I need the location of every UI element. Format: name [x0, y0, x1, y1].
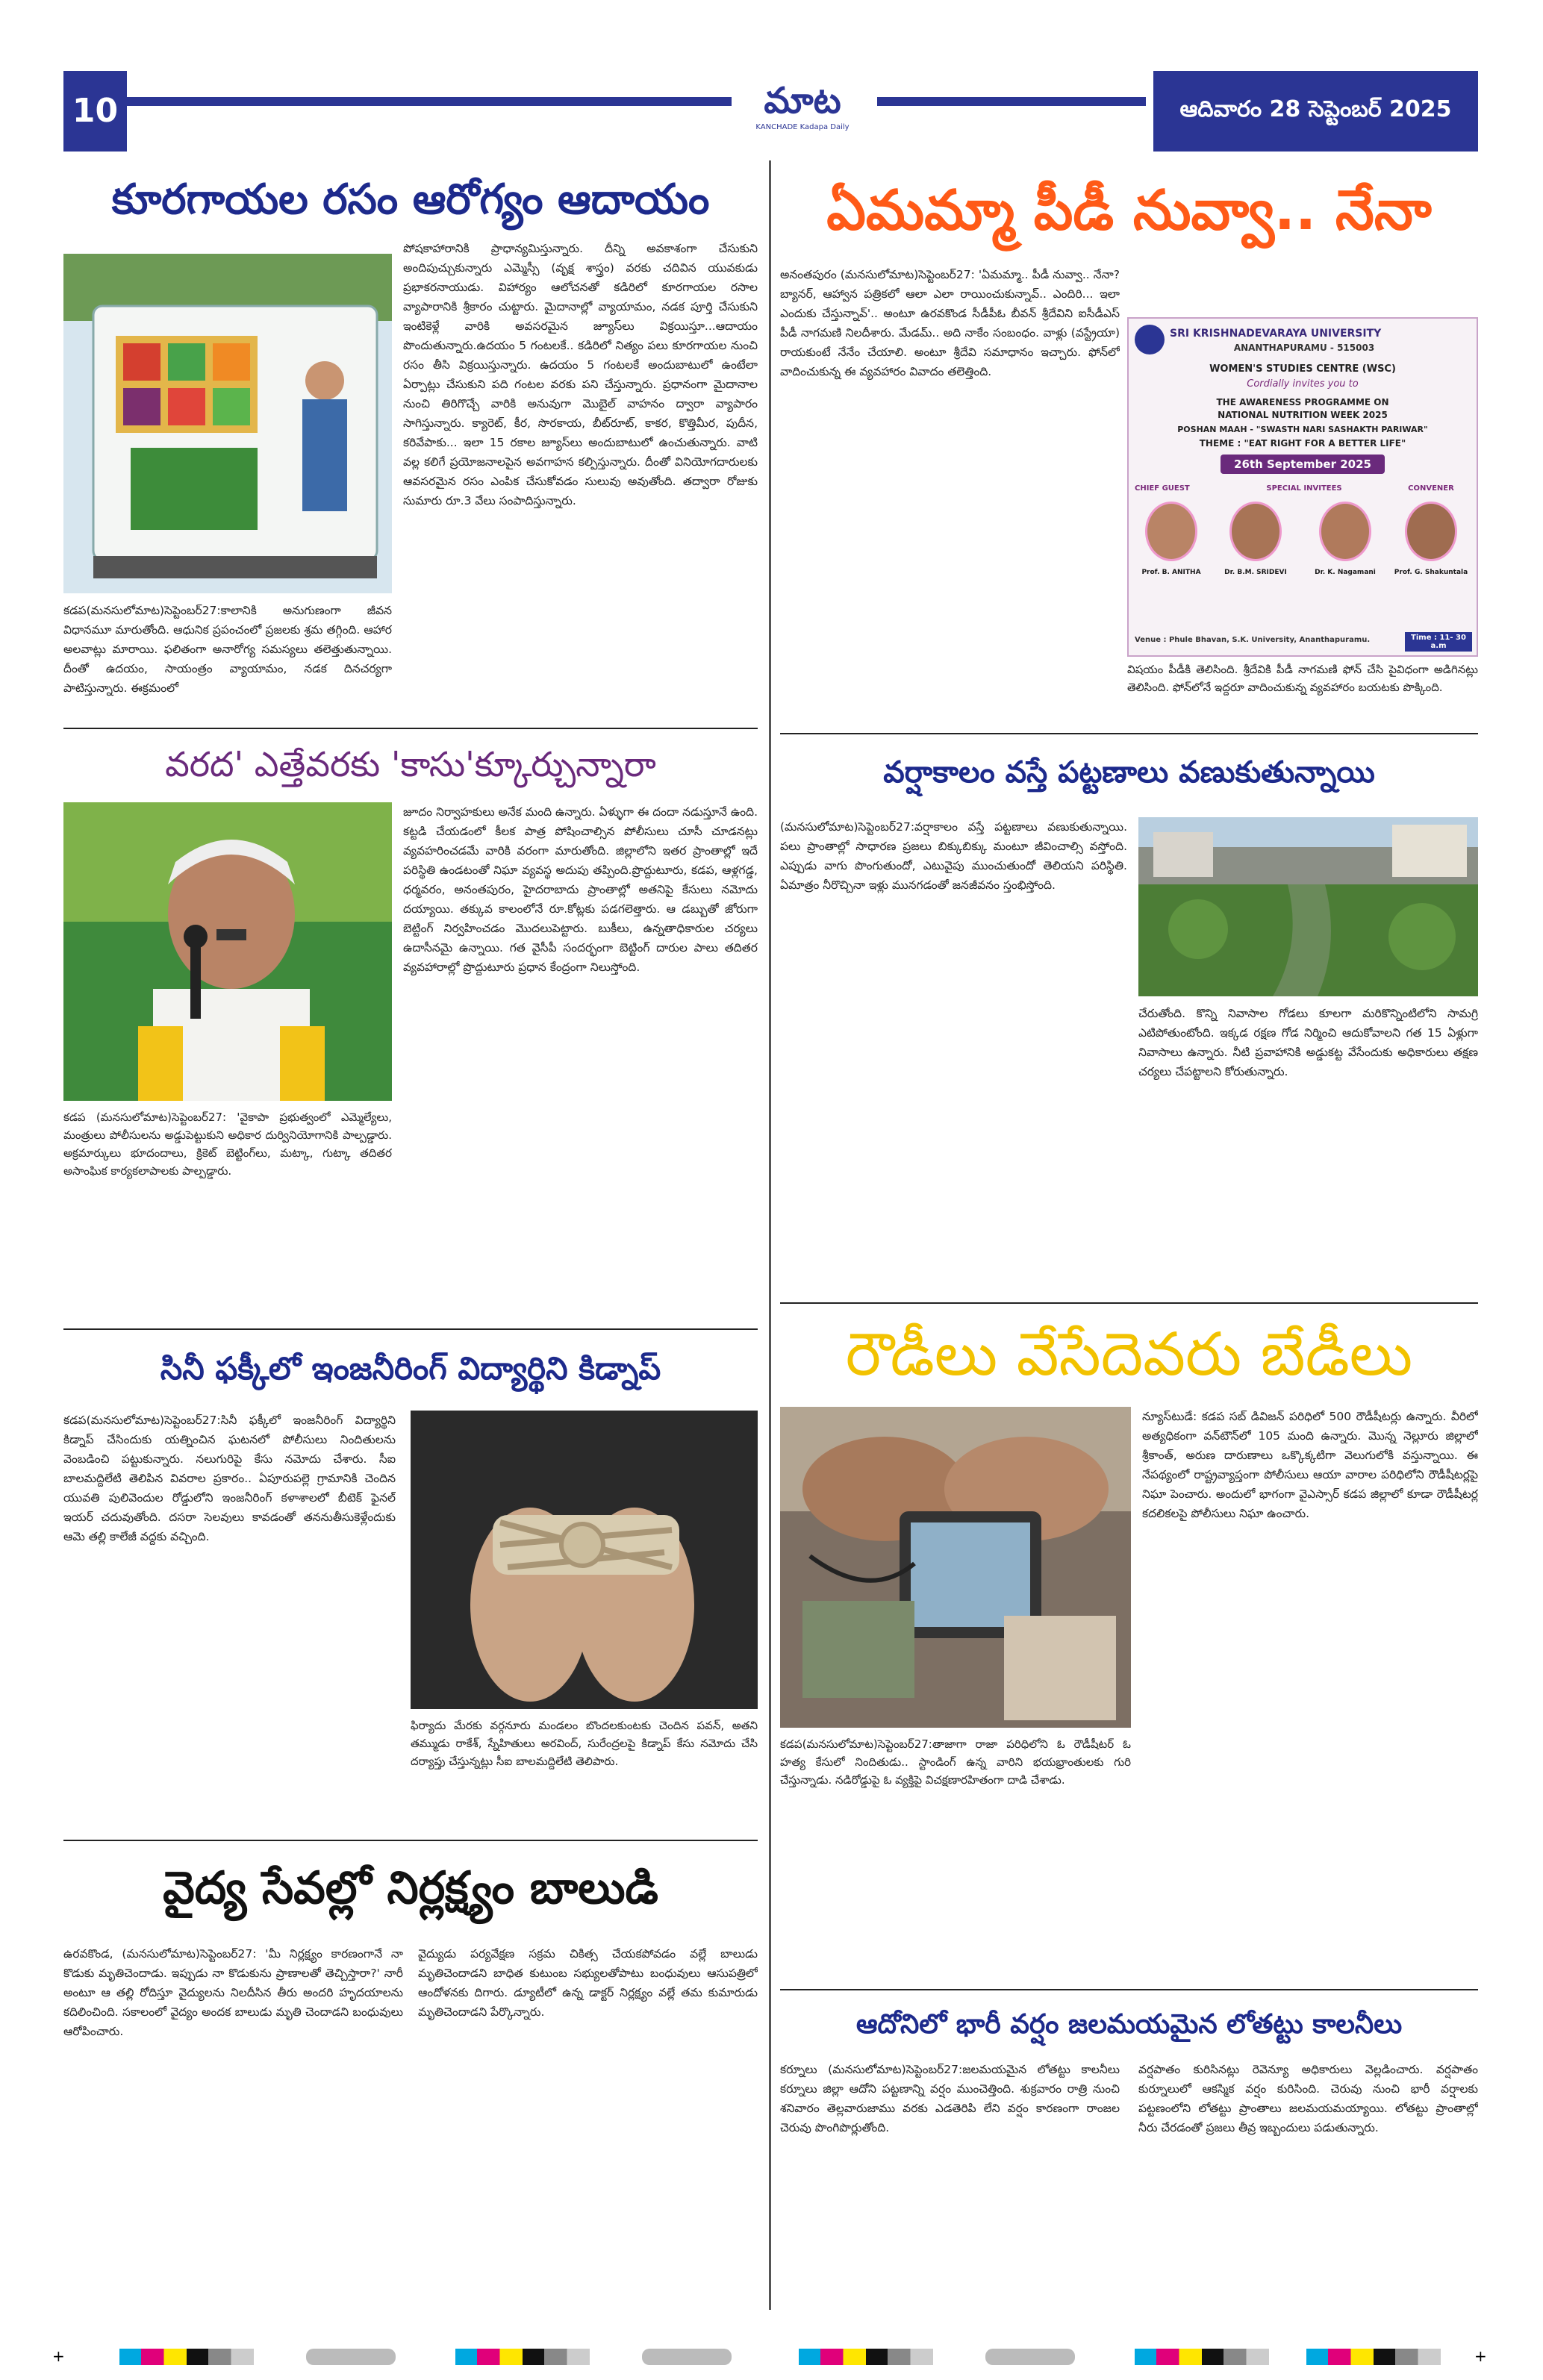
avatar — [1145, 502, 1197, 561]
article7-headline: రౌడీలు వేసేదెవరు బేడీలు — [845, 1319, 1413, 1389]
issue-date: ఆదివారం 28 సెప్టెంబర్ 2025 — [1179, 96, 1452, 122]
handcuff-photo — [780, 1407, 1131, 1728]
date-box — [1153, 71, 1478, 152]
divider — [63, 728, 758, 729]
divider — [63, 1840, 758, 1841]
masthead-stripe-right — [877, 97, 1146, 106]
politician-photo — [63, 802, 392, 1101]
university-logo — [1135, 325, 1165, 354]
masthead-logo — [739, 78, 866, 146]
tied-hands-photo — [411, 1411, 758, 1709]
color-bar — [799, 2349, 933, 2365]
color-bar — [1135, 2349, 1269, 2365]
venue-line: Venue : Phule Bhavan, S.K. University, Ananthapuramu. — [1135, 636, 1371, 644]
color-bar — [985, 2349, 1075, 2365]
article2-headline: వరద' ఎత్తేవరకు 'కాసు'క్కూర్చున్నారా — [165, 744, 656, 784]
programme-line2: NATIONAL NUTRITION WEEK 2025 — [1218, 410, 1388, 420]
invitation-card — [1127, 317, 1478, 657]
masthead-stripe-left — [127, 97, 732, 106]
article6-col2: చేరుతోంది. కొన్ని నివాసాల గోడలు కూలగా మరికొన్నింటిలోని సామగ్రి ఎటిపోతుంటోంది. ఇక్కడ రక్షణ గోడ నిర్మించి ఆదుకోవాలని గత 15 ఏళ్లుగా నివాసాలు ఉన్నారు. నీటి ప్రవాహానికి అడ్డుకట్ట వేసేందుకు అధికారులు తక్షణ చర్యలు చేపట్టాలని కోరుతున్నారు. — [1138, 1007, 1478, 1078]
page-number-box — [63, 71, 127, 152]
article1-headline: కూరగాయల రసం ఆరోగ్యం ఆదాయం — [111, 175, 710, 224]
article1-col2: పోషకాహారానికి ప్రాధాన్యమిస్తున్నారు. దీన్ని అవకాశంగా చేసుకుని అందిపుచ్చుకున్నారు ఎమ్మెస్సీ (వృక్ష శాస్త్రం) వరకు చదివిన యువకుడు ప్రభాకరనాయుడు. విహార్యం ఆలోచనతో కడిరిలో కూరగాయల రసాల వ్యాపారానికి శ్రీకారం చుట్టారు. మైదానాల్లో వ్యాయామం, నడక పూర్తి చేసుకుని ఇంటికెళ్లే వారికి అవసరమైన జ్యూస్‌లు విక్రయిస్తూ...ఆదాయం పొందుతున్నారు.ఉదయం 5 గంటలకే.. కడిరిలో నిత్యం పలు కూరగాయల నుంచి రసం తీసి విక్రయిస్తున్నారు. ఉదయం 5 గంటలకే అందుబాటులో ఉంటేలా ఏర్పాట్లు చేసుకుని పది గంటల వరకు పని చేస్తున్నారు. ప్రధానంగా మైదానాల నుంచి తిరిగొచ్చే వారికి అనువుగా మొబైల్ వాహనం ద్వారా వ్యాపారం సాగిస్తున్నారు. క్యారెట్, కీర, సొరకాయ, బీట్‌రూట్, కాకర, కొత్తిమీర, పుదీన, కరివేపాకు... ఇలా 15 రకాల జ్యూస్‌లు అందుబాటులో ఉంచుతున్నారు. వాటి వల్ల కలిగే ప్రయోజనాలపైన అవగాహన కల్పిస్తున్నారు. దీంతో వినియోగదారులకు ఆవసరమైన రసం ఎంపిక చేసుకోవడం సులువు అవుతోంది. తద్వారా రోజుకు సుమారు రూ.3 వేలు సంపాదిస్తున్నారు. — [403, 242, 758, 507]
center-divider — [769, 160, 771, 2310]
crop-mark-icon: + — [1474, 2347, 1487, 2365]
article6-col1: (మనసులోమాట)సెప్టెంబర్27:వర్షాకాలం వస్తే పట్టణాలు వణుకుతున్నాయి. పలు ప్రాంతాల్లో సాధారణ ప్రజలు బిక్కుబిక్కు మంటూ జీవించాల్సి వస్తోంది. ఎప్పుడు వాగు పొంగుతుందో, ఎటువైపు ముంచుతుందో తెలియని పరిస్థితి. ఏమాత్రం నీరొచ్చినా ఇళ్లు మునగడంతో జనజీవనం స్తంభిస్తోంది. — [780, 820, 1127, 892]
avatar — [1229, 502, 1282, 561]
logo-sub: KANCHADE Kadapa Daily — [755, 123, 850, 131]
label-special-invitees: SPECIAL INVITEES — [1266, 484, 1342, 493]
article8-col2: వర్షపాతం కురిసినట్లు రెవెన్యూ అధికారులు వెల్లడించారు. వర్షపాతం కుర్నూలులో ఆకస్మిక వర్షం కురిసింది. చెరువు నుంచి భారీ వర్షాలకు పట్టణంలోని లోతట్టు ప్రాంతాలు జలమయమయ్యాయి. లోతట్టు ప్రాంతాల్లో నీరు చేరడంతో ప్రజలు తీవ్ర ఇబ్బందులు పడుతున్నారు. — [1138, 2063, 1478, 2134]
article7-col2: న్యూస్‌టుడే: కడప సబ్ డివిజన్ పరిధిలో 500 రౌడీషీటర్లు ఉన్నారు. వీరిలో అత్యధికంగా వన్‌టౌన్‌లో 105 మంది ఉన్నారు. మొన్న నెల్లూరు జిల్లాలో శ్రీకాంత్, అరుణ దారుణాలు ఒక్కొక్కటిగా వెలుగులోకి వస్తున్నాయి. ఈ నేపథ్యంలో రాష్ట్రవ్యాప్తంగా పోలీసులు ఆయా వారాల పరిధిలోని రౌడీషీటర్లపై నిఘా పెంచారు. అందులో భాగంగా వైఎస్సార్ కడప జిల్లాలో కూడా రౌడీషీటర్ల కదలికలపై పోలీసులు నిఘా ఉంచారు. — [1142, 1410, 1478, 1520]
color-bar — [1306, 2349, 1441, 2365]
label-convener: CONVENER — [1408, 484, 1454, 493]
event-date: 26th September 2025 — [1221, 455, 1385, 474]
person-name: Prof. B. ANITHA — [1141, 569, 1201, 576]
university-name: SRI KRISHNADEVARAYA UNIVERSITY — [1170, 328, 1382, 340]
masthead — [63, 71, 1478, 153]
avatar — [1319, 502, 1371, 561]
article8-headline: ఆదోనిలో భారీ వర్షం జలమయమైన లోతట్టు కాలనీలు — [855, 2009, 1403, 2040]
person-name: Dr. K. Nagamani — [1315, 569, 1376, 576]
color-bar — [642, 2349, 732, 2365]
divider — [780, 733, 1478, 734]
flooded-canal-photo — [1138, 817, 1478, 996]
article5-caption: విషయం పీడీకి తెలిసింది. శ్రీదేవికి పీడీ నాగమణి ఫోన్ చేసి పైవిధంగా అడిగినట్లు తెలిసింది. ఫోన్‌లోనే ఇద్దరూ వాదించుకున్న వ్యవహారం బయటకు పొక్కింది. — [1127, 663, 1478, 694]
article4-col1: ఉరవకొండ, (మనసులోమాట)సెప్టెంబర్27: 'మీ నిర్లక్ష్యం కారణంగానే నా కొడుకు మృతిచెందాడు. ఇప్పుడు నా కొడుకును ప్రాణాలతో తెచ్చిస్తారా?' నారీ అంటూ ఆ తల్లి రోదిస్తూ వైద్యులను నిలదీసిన తీరు అందరి హృదయాలను కదిలించింది. సకాలంలో వైద్యం అందక బాలుడు మృతి చెందాడని బంధువులు ఆరోపించారు. — [63, 1947, 403, 2038]
label-chief-guest: CHIEF GUEST — [1135, 484, 1190, 493]
article2-caption: కడప (మనసులోమాట)సెప్టెంబర్27: 'వైకాపా ప్రభుత్వంలో ఎమ్మెల్యేలు, మంత్రులు పోలీసులను అడ్డుపెట్టుకుని అధికార దుర్వినియోగానికి పాల్పడ్డారు. అక్రమార్కులు భూదందాలు, క్రికెట్ బెట్టింగ్‌లు, మట్కా, గుట్కా తదితర అసాంఘిక కార్యకలాపాలకు పాల్పడ్డారు. — [63, 1111, 392, 1178]
color-bar — [119, 2349, 254, 2365]
article4-headline: వైద్య సేవల్లో నిర్లక్ష్యం బాలుడి — [163, 1862, 658, 1914]
article2-col2: జూదం నిర్వాహకులు అనేక మంది ఉన్నారు. ఏళ్ళుగా ఈ దందా నడుస్తూనే ఉంది. కట్టడి చేయడంలో కీలక పాత్ర పోషించాల్సిన పోలీసులు చూసీ చూడనట్లు వ్యవహరించడమే వారికి వరంగా మారుతోంది. జిల్లాలోని ఇతర ప్రాంతాల్లో ఇదే పరిస్థితి ఉండటంతో నిఘా వ్యవస్థ అదుపు తప్పింది.ప్రొద్దుటూరు, కడప, ఆళ్లగడ్డ, ధర్మవరం, అనంతపురం, హైదరాబాదు ప్రాంతాల్లో అతనిపై కేసులు నమోదు దయ్యాయి. తక్కువ కాలంలోనే రూ.కోట్లకు పడగలెత్తారు. ఆ డబ్బుతో జోరుగా బెట్టింగ్ నిర్వహించడం మొదలుపెట్టారు. బుకీలు, ఉన్నతాధికారుల చర్యలు ఉదాసీనమై ఉన్నాయి. గత వైసీపీ సందర్భంగా బెట్టింగ్ దారుల పాలు తదితర వ్యవహారాల్లో ప్రొద్దుటూరు ప్రధాన కేంద్రంగా నిలుస్తోంది. — [403, 805, 758, 974]
page-number: 10 — [72, 92, 119, 130]
registration-strip — [52, 2347, 1493, 2367]
article5-headline: ఏమమ్మా పీడీ నువ్వా.. నేనా — [826, 178, 1432, 243]
poshan-line: POSHAN MAAH - "SWASTH NARI SASHAKTH PARIWAR" — [1177, 425, 1428, 434]
article3-caption: ఫిర్యాదు మేరకు వర్గనూరు మండలం బొందలకుంటకు చెందిన పవన్, అతని తమ్ముడు రాకేశ్, స్నేహితులు అరవింద్, సురేంద్రలపై కిడ్నాప్ కేసు నమోదు చేసి దర్యాప్తు చేస్తున్నట్లు సీఐ బాలమద్దిలేటి తెలిపారు. — [411, 1719, 758, 1768]
theme-line: THEME : "EAT RIGHT FOR A BETTER LIFE" — [1199, 438, 1406, 449]
article4-col2: వైద్యుడు పర్యవేక్షణ సక్రమ చికిత్స చేయకపోవడం వల్లే బాలుడు మృతిచెందాడని బాధిత కుటుంబ సభ్యులతోపాటు బంధువులు ఆసుపత్రిలో ఆందోళనకు దిగారు. డ్యూటీలో ఉన్న డాక్టర్ నిర్లక్ష్యం వల్లే తమ కుమారుడు మృతిచెందాడని పేర్కొన్నారు. — [418, 1947, 758, 2019]
centre-name: WOMEN'S STUDIES CENTRE (WSC) — [1209, 363, 1396, 375]
article6-headline: వర్షాకాలం వస్తే పట్టణాలు వణుకుతున్నాయి — [883, 755, 1375, 790]
programme-line1: THE AWARENESS PROGRAMME ON — [1216, 397, 1389, 407]
person-name: Dr. B.M. SRIDEVI — [1224, 569, 1287, 576]
university-city: ANANTHAPURAMU - 515003 — [1233, 343, 1375, 353]
divider — [780, 1302, 1478, 1304]
avatar — [1405, 502, 1457, 561]
juice-van-photo — [63, 254, 392, 593]
article5-col1: అనంతపురం (మనసులోమాట)సెప్టెంబర్27: 'ఏమమ్మా.. పీడీ నువ్వా.. నేనా? బ్యానర్, ఆహ్వాన పత్రికలో ఆలా ఎలా రాయించుకున్నావ్.. ఎందిరి... ఇలా ఎందుకు చేస్తున్నావ్'.. అంటూ ఉరవకొండ సీడీపీఓ బీవన్ శ్రీదేవిని ఐసీడీఎస్ పీడీ నాగమణి నిలదీశారు. మేడమ్.. అది నాకేం సంబంధం. వాళ్లు (వస్ట్రేయా) రాయకుంటే నేనేం చేయాలి. అంటూ శ్రీదేవి సమాధానం ఇచ్చారు. ఫోన్‌లో వాదించుకున్న ఈ వ్యవహారం వివాదం తలెత్తింది. — [780, 268, 1120, 378]
article3-col1: కడప(మనసులోమాట)సెప్టెంబర్27:సినీ ఫక్కీలో ఇంజనీరింగ్ విద్యార్థిని కిడ్నాప్ చేసిందుకు యత్నించిన ఘటనలో పోలీసులు నిందితులను వెంబడించి పట్టుకున్నారు. నలుగురిపై కేసు నమోదు చేశారు. సీఐ బాలమద్దిలేటి తెలిపిన వివరాల ప్రకారం.. ఏపూరుపల్లె గ్రామానికి చెందిన యువతి పులివెందుల రోడ్డులోని ఇంజనీరింగ్ కళాశాలలో బీటెక్ ఫైనల్ ఇయర్ చదువుతోంది. దసరా సెలవులు కావడంతో తననుతీసుకెళ్లేందుకు ఆమె తల్లి కాలేజీ వద్దకు వచ్చింది. — [63, 1414, 396, 1543]
article1-col1: కడప(మనసులోమాట)సెప్టెంబర్27:కాలానికి అనుగుణంగా జీవన విధానమూ మారుతోంది. ఆధునిక ప్రపంచంలో ప్రజలకు శ్రమ తగ్గింది. ఆహార అలవాట్లు మారాయి. ఫలితంగా అనారోగ్య సమస్యలు తలెత్తుతున్నాయి. దీంతో ఉదయం, సాయంత్రం వ్యాయామం, నడక దినచర్యగా పాటిస్తున్నారు. ఈక్రమంలో — [63, 604, 392, 695]
article7-caption: కడప(మనసులోమాట)సెప్టెంబర్27:తాజాగా రాజా పరిధిలోని ఓ రౌడీషీటర్ ఓ హత్య కేసులో నిందితుడు.. స్టాండింగ్ ఉన్న వారిని భయభ్రాంతులకు గురి చేస్తున్నాడు. నడిరోడ్డుపై ఓ వ్యక్తిపై విచక్షణారహితంగా దాడి చేశాడు. — [780, 1737, 1131, 1787]
crop-mark-icon: + — [52, 2347, 65, 2365]
time-line: Time : 11- 30 a.m — [1405, 632, 1472, 652]
article3-headline: సినీ ఫక్కీలో ఇంజనీరింగ్ విద్యార్థిని కిడ్నాప్ — [160, 1350, 661, 1387]
person-name: Prof. G. Shakuntala — [1394, 569, 1468, 576]
divider — [63, 1328, 758, 1330]
article8-col1: కర్నూలు (మనసులోమాట)సెప్టెంబర్27:జలమయమైన లోతట్టు కాలనీలు కర్నూలు జిల్లా ఆదోని పట్టణాన్ని వర్షం ముంచెత్తింది. శుక్రవారం రాత్రి నుంచి శనివారం తెల్లవారుజాము వరకు ఎడతెరిపి లేని వర్షం కారణంగా రాంజల చెరువు పొంగిపొర్లుతోంది. — [780, 2063, 1120, 2134]
color-bar — [306, 2349, 396, 2365]
divider — [780, 1989, 1478, 1990]
invite-cordially: Cordially invites you to — [1247, 378, 1359, 390]
color-bar — [455, 2349, 590, 2365]
logo-title: మాట — [764, 80, 841, 122]
